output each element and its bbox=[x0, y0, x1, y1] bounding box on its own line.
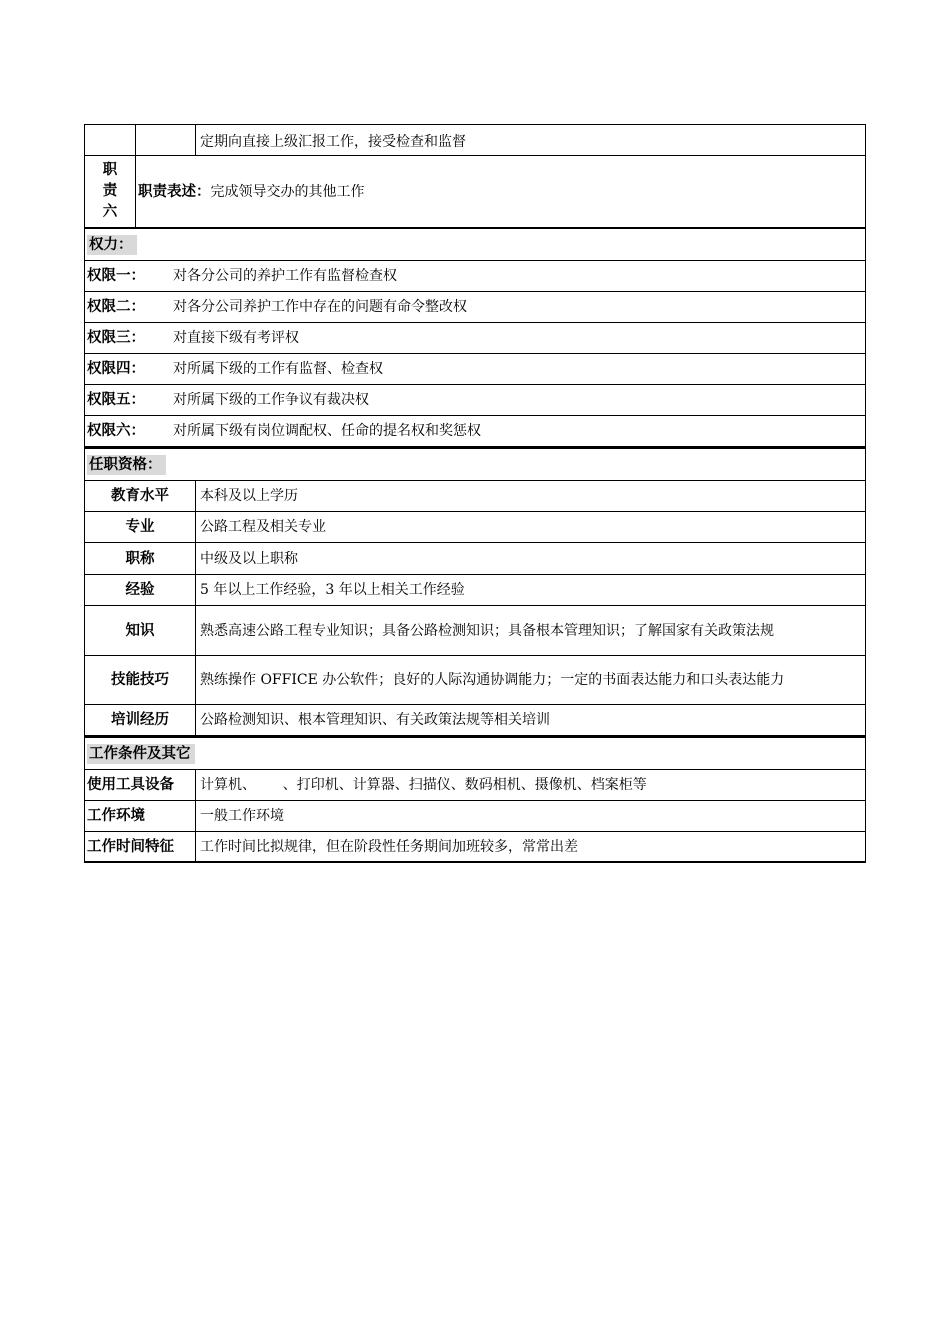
conditions-section-header bbox=[84, 737, 866, 770]
qualification-text: 中级及以上职称 bbox=[200, 550, 298, 567]
authority-label: 权限三： bbox=[87, 330, 145, 346]
authority-row bbox=[84, 323, 866, 354]
authority-row bbox=[84, 354, 866, 385]
authority-label: 权限一： bbox=[87, 268, 145, 284]
authority-row bbox=[84, 261, 866, 292]
qualification-label: 知识 bbox=[85, 606, 196, 655]
authority-text: 对直接下级有考评权 bbox=[173, 330, 299, 346]
qualification-label: 专业 bbox=[85, 512, 196, 542]
qualification-text: 本科及以上学历 bbox=[200, 488, 298, 504]
job-description-table bbox=[84, 124, 866, 863]
authority-text: 对所属下级有岗位调配权、任命的提名权和奖惩权 bbox=[173, 423, 481, 439]
duty-text: 定期向直接上级汇报工作，接受检查和监督 bbox=[200, 134, 466, 150]
conditions-text: 一般工作环境 bbox=[200, 808, 284, 824]
authority-text: 对所属下级的工作争议有裁决权 bbox=[173, 392, 369, 408]
duty-label-cell bbox=[136, 125, 196, 155]
authority-label: 权限五： bbox=[87, 392, 145, 408]
qualification-row bbox=[84, 543, 866, 575]
conditions-row bbox=[84, 832, 866, 863]
duty-six-content bbox=[136, 156, 865, 227]
authority-row bbox=[84, 292, 866, 323]
conditions-label: 使用工具设备 bbox=[85, 770, 196, 800]
duty-six-label bbox=[85, 156, 136, 227]
conditions-text: 计算机、 、打印机、计算器、扫描仪、数码相机、摄像机、档案柜等 bbox=[200, 777, 647, 793]
qualification-row bbox=[84, 575, 866, 606]
qualification-text: 公路检测知识、根本管理知识、有关政策法规等相关培训 bbox=[200, 712, 550, 728]
authority-row bbox=[84, 416, 866, 448]
duty-six-row bbox=[84, 156, 866, 229]
qualification-label: 职称 bbox=[85, 543, 196, 574]
duty-number-cell bbox=[85, 125, 136, 155]
duty-six-heading: 职责表述： bbox=[138, 183, 211, 200]
qualification-label: 培训经历 bbox=[85, 705, 196, 735]
qualification-section-header bbox=[84, 448, 866, 481]
qualification-row bbox=[84, 606, 866, 656]
authority-section-header bbox=[84, 229, 866, 261]
qualification-text: 5 年以上工作经验，3 年以上相关工作经验 bbox=[200, 582, 465, 598]
conditions-row bbox=[84, 770, 866, 801]
conditions-row bbox=[84, 801, 866, 832]
duty-six-label-char: 责 bbox=[102, 183, 118, 199]
qualification-title-cell bbox=[85, 449, 166, 480]
qualification-row bbox=[84, 512, 866, 543]
authority-text: 对所属下级的工作有监督、检查权 bbox=[173, 361, 383, 377]
qualification-title: 任职资格： bbox=[87, 455, 166, 475]
duty-six-label-char: 六 bbox=[102, 204, 118, 220]
qualification-label: 技能技巧 bbox=[85, 656, 196, 704]
authority-title: 权力： bbox=[87, 235, 137, 255]
duty-continuation-row bbox=[84, 124, 866, 156]
conditions-title-cell bbox=[85, 738, 195, 769]
qualification-row bbox=[84, 705, 866, 737]
authority-row bbox=[84, 385, 866, 416]
duty-six-text: 完成领导交办的其他工作 bbox=[210, 183, 365, 200]
authority-text: 对各分公司的养护工作有监督检查权 bbox=[173, 268, 397, 284]
qualification-text: 熟悉高速公路工程专业知识；具备公路检测知识；具备根本管理知识；了解国家有关政策法规 bbox=[200, 622, 774, 639]
authority-text: 对各分公司养护工作中存在的问题有命令整改权 bbox=[173, 299, 467, 315]
qualification-row bbox=[84, 656, 866, 705]
authority-label: 权限六： bbox=[87, 423, 145, 439]
qualification-label: 教育水平 bbox=[85, 481, 196, 511]
conditions-text: 工作时间比拟规律，但在阶段性任务期间加班较多，常常出差 bbox=[200, 838, 578, 855]
qualification-label: 经验 bbox=[85, 575, 196, 605]
authority-label: 权限四： bbox=[87, 361, 145, 377]
conditions-label: 工作环境 bbox=[85, 801, 196, 831]
qualification-text: 公路工程及相关专业 bbox=[200, 519, 326, 535]
duty-six-label-char: 职 bbox=[102, 162, 118, 178]
qualification-text: 熟练操作 OFFICE 办公软件；良好的人际沟通协调能力；一定的书面表达能力和口头表达能力 bbox=[200, 672, 785, 688]
conditions-title: 工作条件及其它 bbox=[87, 744, 195, 764]
conditions-label: 工作时间特征 bbox=[85, 832, 196, 861]
authority-title-cell bbox=[85, 229, 137, 260]
authority-label: 权限二： bbox=[87, 299, 145, 315]
qualification-row bbox=[84, 481, 866, 512]
